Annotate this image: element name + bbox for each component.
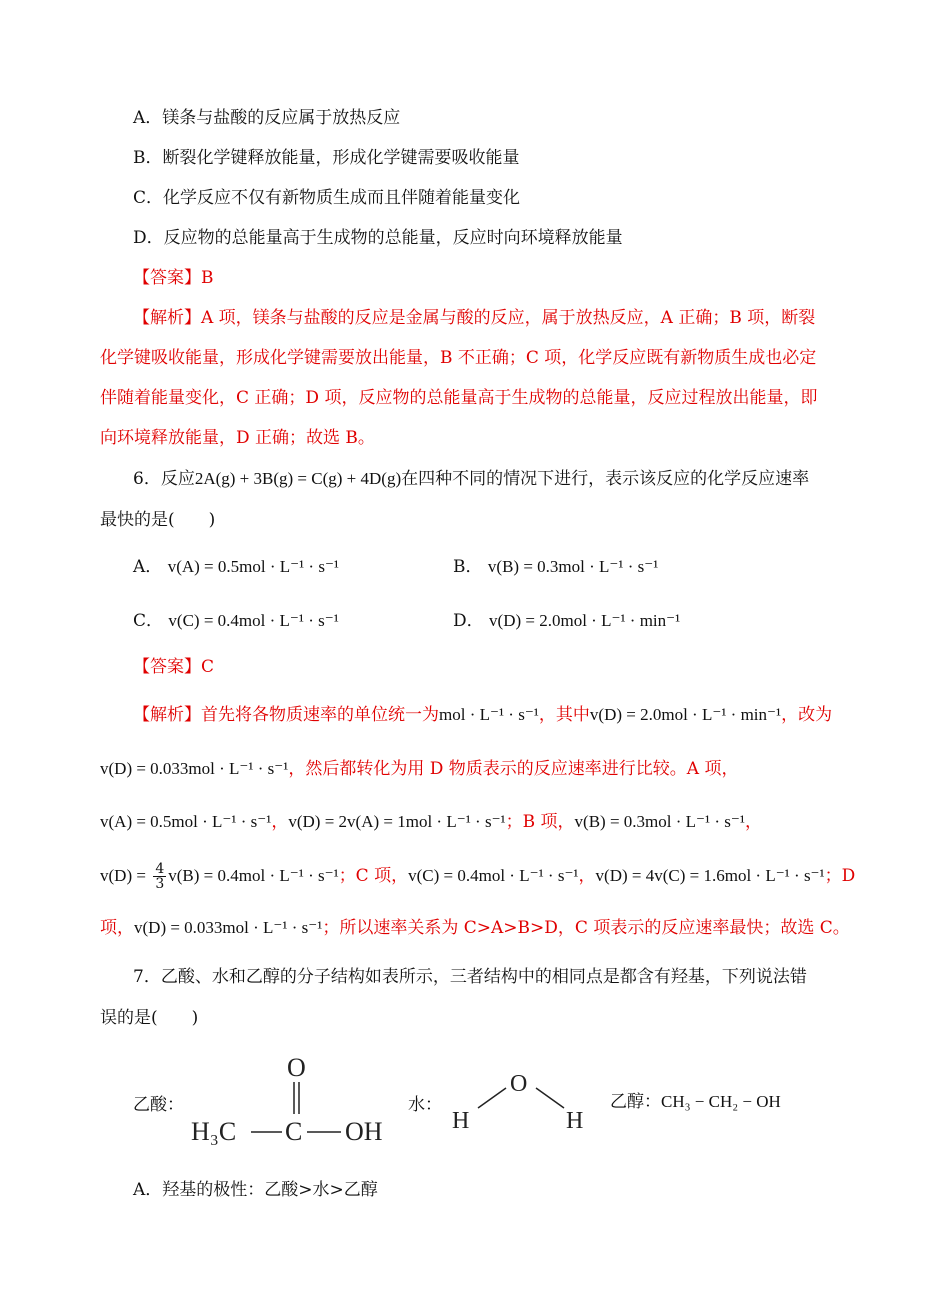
q6-stem-prefix: 6．反应 <box>133 469 195 489</box>
q6-expl-3-vb: v(B) = 0.3mol · L⁻¹ · s⁻¹ <box>574 812 745 831</box>
acetic-c-atom: C <box>285 1117 303 1146</box>
acetic-h3c-group: H₃C <box>191 1117 237 1146</box>
q6-expl-3-va: v(A) = 0.5mol · L⁻¹ · s⁻¹ <box>100 812 272 831</box>
q6-option-d-rate: v(D) = 2.0mol · L⁻¹ · min⁻¹ <box>489 611 681 630</box>
q6-explanation-line-3: v(A) = 0.5mol · L⁻¹ · s⁻¹，v(D) = 2v(A) = 1mol · L⁻¹ · s⁻¹；B 项，v(B) = 0.3mol · L⁻¹ · s⁻¹， <box>100 812 762 832</box>
q6-stem-suffix: 在四种不同的情况下进行，表示该反应的化学反应速率 <box>401 469 810 489</box>
water-o-atom: O <box>510 1071 528 1097</box>
acetic-o-atom: O <box>287 1053 306 1082</box>
q6-expl-1-unit: mol · L⁻¹ · s⁻¹ <box>439 705 539 724</box>
q5-explanation-line-1: 【解析】A 项，镁条与盐酸的反应是金属与酸的反应，属于放热反应，A 正确；B 项，断裂 <box>133 308 816 328</box>
q6-option-b <box>453 555 658 579</box>
q6-option-c-rate: v(C) = 0.4mol · L⁻¹ · s⁻¹ <box>168 611 339 630</box>
q7-ethanol-formula: CH₃ − CH₂ − OH <box>661 1092 781 1111</box>
q6-expl-4-vd-pre: v(D) = <box>100 866 146 885</box>
q6-expl-2-text: ，然后都转化为用 D 物质表示的反应速率进行比较。A 项， <box>288 759 739 779</box>
q6-stem-line-1 <box>133 467 809 491</box>
q5-option-a: A．镁条与盐酸的反应属于放热反应 <box>133 108 401 128</box>
q6-option-d-label: D． <box>453 611 484 631</box>
q6-explanation-line-1 <box>133 703 832 727</box>
q7-water-label: 水： <box>408 1095 442 1115</box>
q6-expl-1-vd: v(D) = 2.0mol · L⁻¹ · min⁻¹ <box>589 705 782 724</box>
acetic-oh-group: OH <box>345 1117 383 1146</box>
q6-expl-4d: ；D <box>824 866 856 886</box>
q6-expl-4c: ；C 项， <box>338 866 409 886</box>
q6-expl-5b: ；所以速率关系为 C>A>B>D，C 项表示的反应速率最快；故选 C。 <box>322 918 850 938</box>
q6-expl-5a: 项， <box>100 918 134 938</box>
q6-expl-4-vd-post: v(B) = 0.4mol · L⁻¹ · s⁻¹ <box>168 866 339 885</box>
q5-option-c: C．化学反应不仅有新物质生成而且伴随着能量变化 <box>133 188 521 208</box>
q6-expl-4-fraction-denominator: 3 <box>155 876 165 892</box>
water-h-atom-right: H <box>566 1108 584 1134</box>
acetic-acid-structure <box>185 1048 405 1148</box>
q5-explanation-line-2: 化学键吸收能量，形成化学键需要放出能量，B 不正确；C 项，化学反应既有新物质生成也必定 <box>100 348 817 368</box>
q6-expl-4-fraction <box>153 862 166 891</box>
water-h-atom-left: H <box>452 1108 470 1134</box>
q6-expl-4-vc: v(C) = 0.4mol · L⁻¹ · s⁻¹ <box>408 866 579 885</box>
q7-option-a: A．羟基的极性：乙酸>水>乙醇 <box>133 1180 378 1200</box>
q6-expl-1c: ，改为 <box>781 705 833 725</box>
q6-option-c <box>133 609 339 633</box>
q6-expl-2-vd: v(D) = 0.033mol · L⁻¹ · s⁻¹ <box>100 759 289 778</box>
q6-expl-1a: 【解析】首先将各物质速率的单位统一为 <box>133 705 439 725</box>
q6-option-a-label: A． <box>133 557 163 577</box>
q7-stem-line-2: 误的是( ) <box>100 1008 199 1028</box>
q6-expl-4-fraction-numerator: 4 <box>155 861 165 877</box>
q5-option-d: D．反应物的总能量高于生成物的总能量，反应时向环境释放能量 <box>133 228 623 248</box>
q7-stem-line-1: 7．乙酸、水和乙醇的分子结构如表所示，三者结构中的相同点是都含有羟基，下列说法错 <box>133 967 807 987</box>
q6-option-d <box>453 609 680 633</box>
water-structure <box>448 1066 598 1136</box>
q7-acetic-acid-label: 乙酸： <box>133 1095 184 1115</box>
q6-option-a <box>133 555 339 579</box>
q6-expl-4-vd2: v(D) = 4v(C) = 1.6mol · L⁻¹ · s⁻¹ <box>595 866 825 885</box>
q6-expl-1b: ，其中 <box>538 705 590 725</box>
q6-stem-line-2: 最快的是( ) <box>100 510 216 530</box>
q6-explanation-line-4: v(D) = $\frac{4}{3}$ v(B) = 0.4mol · L⁻¹ · s⁻¹；C 项，v(C) = 0.4mol · L⁻¹ · s⁻¹，v(D) = 4v(C) = 1.6mol · L⁻¹ · s⁻¹；D <box>100 861 856 892</box>
q5-explanation-line-4: 向环境释放能量，D 正确；故选 B。 <box>100 428 375 448</box>
q6-option-c-label: C． <box>133 611 164 631</box>
q6-expl-5-vd: v(D) = 0.033mol · L⁻¹ · s⁻¹ <box>134 918 323 937</box>
q7-ethanol-label-text: 乙醇： <box>610 1092 661 1112</box>
q6-expl-3-vd: v(D) = 2v(A) = 1mol · L⁻¹ · s⁻¹ <box>288 812 506 831</box>
q5-option-b: B．断裂化学键释放能量，形成化学键需要吸收能量 <box>133 148 520 168</box>
q5-explanation-line-3: 伴随着能量变化，C 正确；D 项，反应物的总能量高于生成物的总能量，反应过程放出能量，即 <box>100 388 818 408</box>
q6-equation: 2A(g) + 3B(g) = C(g) + 4D(g) <box>194 469 402 488</box>
q6-option-b-rate: v(B) = 0.3mol · L⁻¹ · s⁻¹ <box>487 557 659 576</box>
q7-ethanol-label <box>610 1090 781 1114</box>
q5-answer: 【答案】B <box>133 268 214 288</box>
q6-answer: 【答案】C <box>133 657 215 677</box>
q6-option-b-label: B． <box>453 557 483 577</box>
q6-explanation-line-2 <box>100 757 738 781</box>
q6-expl-3b: ；B 项， <box>505 812 575 832</box>
q6-option-a-rate: v(A) = 0.5mol · L⁻¹ · s⁻¹ <box>167 557 340 576</box>
q6-explanation-line-5 <box>100 916 850 940</box>
